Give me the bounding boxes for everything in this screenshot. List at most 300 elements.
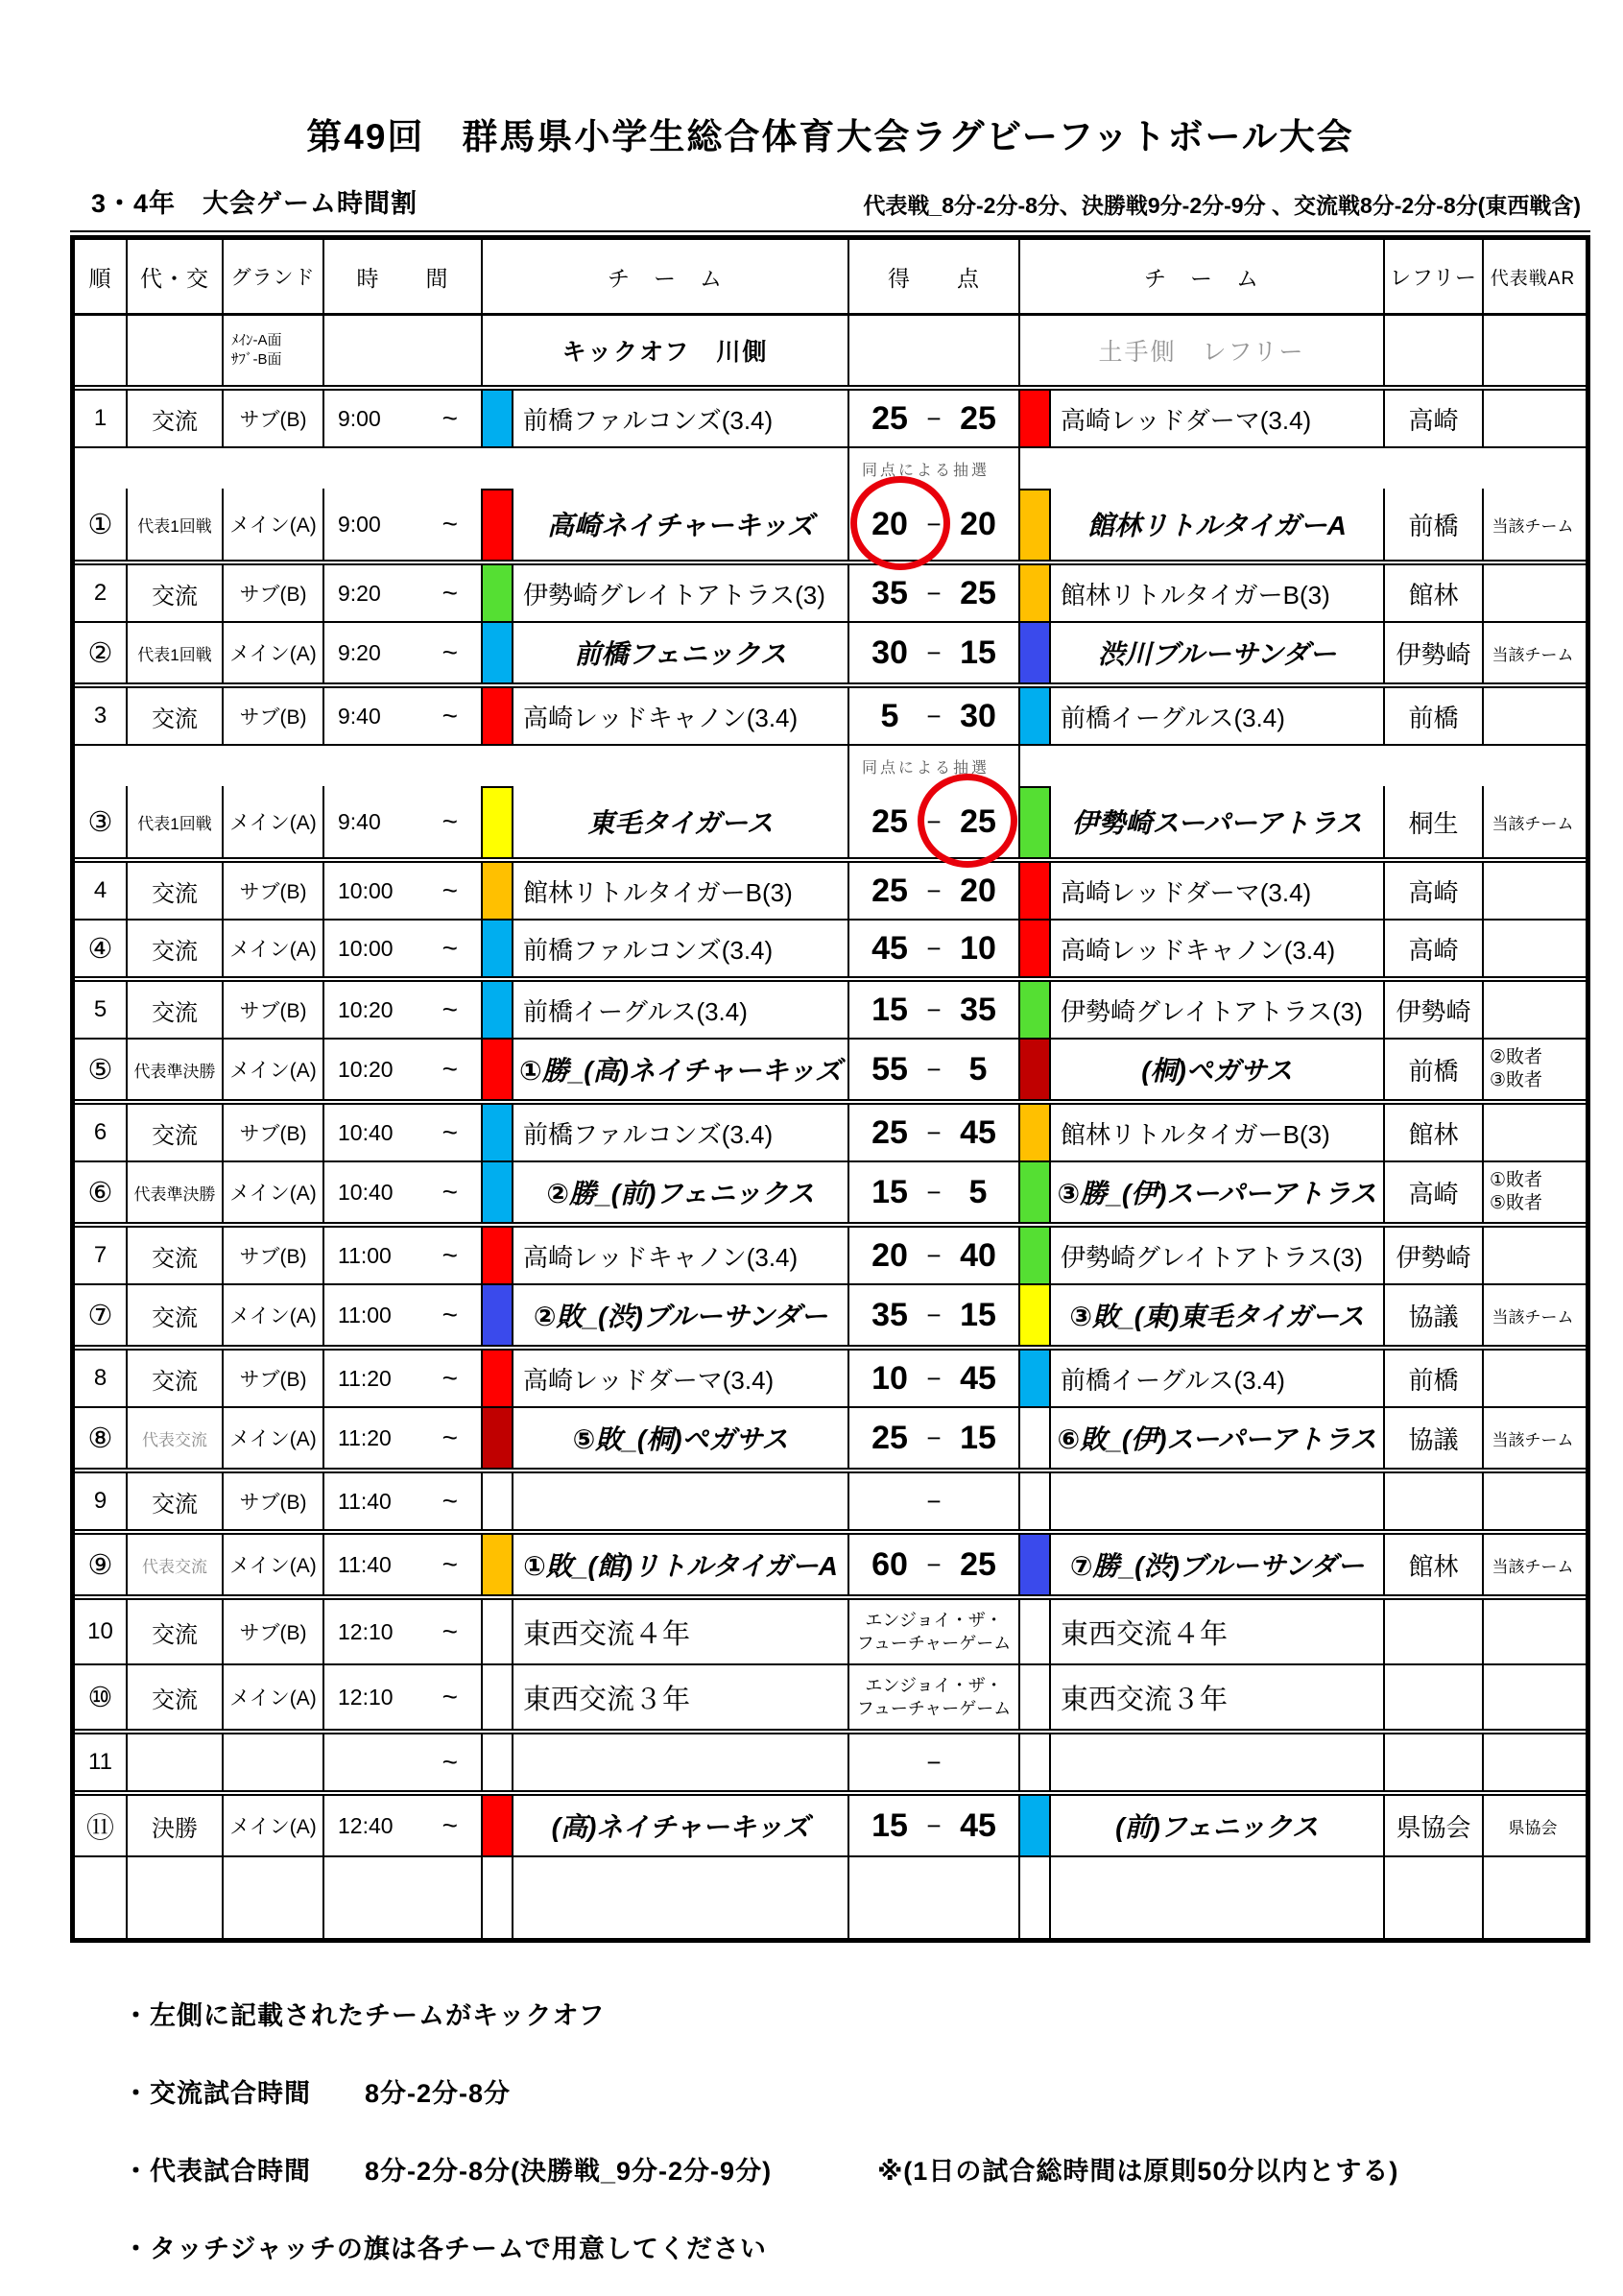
category-cell: 交流 [128,1600,224,1663]
referee-cell: 高崎 [1385,391,1484,446]
category-cell: 交流 [128,1665,224,1729]
schedule-table [70,235,1590,1943]
match-row [75,1345,1586,1406]
time-cell [324,921,483,976]
score-right: 15 [960,1419,996,1456]
time-value: 11:40 [338,1488,392,1514]
team-name: 東西交流３年 [523,1684,691,1715]
category-cell: 交流 [128,1285,224,1345]
score-cell [847,1351,1020,1406]
referee-cell: 高崎 [1385,1162,1484,1222]
category-cell: 代表1回戦 [128,623,224,682]
score-values [849,873,1018,910]
team-left-cell [483,1600,847,1663]
team-right-cell [1020,391,1385,446]
score-dash: − [926,1363,942,1393]
score-left: 15 [871,1806,908,1844]
team-color-swatch [483,982,513,1038]
ar-cell [1484,1351,1582,1406]
team-color-swatch [483,921,513,976]
team-color-swatch [1020,1857,1051,1938]
order-cell: 11 [75,1734,128,1790]
team-color-swatch [483,1535,513,1594]
team-right-cell [1020,863,1385,919]
team-right-cell [1020,1665,1385,1729]
referee-cell [1385,1473,1484,1529]
table-top-rule [70,230,1590,232]
team-left-cell [483,863,847,919]
score-right: 45 [960,1806,996,1844]
footnote-line [123,1995,1563,2032]
score-right: 20 [960,505,996,542]
time-cell [324,1105,483,1160]
score-cell [847,1105,1020,1160]
footnotes [123,1995,1563,2296]
referee-cell: 伊勢崎 [1385,1228,1484,1283]
category-cell: 交流 [128,688,224,744]
team-name: 前橋ファルコンズ(3.4) [523,405,774,435]
score-dash: − [926,1423,942,1452]
team-left-cell [483,1040,847,1099]
category-cell: 代表1回戦 [128,489,224,560]
referee-cell: 高崎 [1385,863,1484,919]
time-tilde: ~ [442,1747,458,1777]
ground-cell [224,1734,324,1790]
ar-loser-line: ③敗者 [1490,1070,1543,1090]
referee-cell: 伊勢崎 [1385,623,1484,682]
team-left-cell [483,1857,847,1938]
team-name: 館林リトルタイガーA [1087,511,1347,540]
score-right: 25 [960,1545,996,1583]
table-body [75,385,1586,1938]
bank-side-label: 土手側 レフリー [1098,339,1305,366]
score-note-line: フューチャーゲーム [856,1634,1012,1653]
referee-cell: 前橋 [1385,688,1484,744]
time-cell [324,1228,483,1283]
time-cell [324,863,483,919]
match-row [75,1594,1586,1663]
team-right-cell [1020,623,1385,682]
team-left-cell [483,1285,847,1345]
score-cell [847,1665,1020,1729]
match-row [75,1222,1586,1283]
team-name: ⑥敗_(伊)スーパーアトラス [1057,1424,1377,1454]
header-order: 順 [75,240,128,313]
team-color-swatch [1020,623,1051,682]
team-name: 東西交流４年 [523,1618,691,1650]
time-cell [324,1734,483,1790]
tie-circle-annotation [918,774,1017,868]
order-cell: ① [75,489,128,560]
team-name: 高崎レッドダーマ(3.4) [523,1365,775,1395]
score-dash: − [926,1054,942,1084]
team-left-cell [483,1796,847,1855]
team-left-cell [483,1408,847,1468]
score-left: 20 [871,505,908,542]
tie-note-score-segment [847,746,1020,786]
score-left: 5 [880,697,899,734]
match-row [75,1038,1586,1099]
subheader-time-blank [324,316,483,385]
time-value: 11:20 [338,1424,392,1450]
header-time: 時 間 [324,240,483,313]
team-color-swatch [483,688,513,744]
match-row [75,919,1586,976]
ar-cell: 当該チーム [1492,1557,1574,1576]
score-dash: − [926,875,942,905]
order-cell: 1 [75,391,128,446]
team-color-swatch [483,1228,513,1283]
ground-cell: サブ(B) [224,863,324,919]
subheader-referee-side [1020,316,1385,385]
score-values [849,1051,1018,1088]
time-tilde: ~ [442,1300,458,1329]
score-dash: − [926,1549,942,1579]
ar-cell [1484,1600,1582,1663]
ar-cell [1484,863,1582,919]
team-color-swatch [1020,1351,1051,1406]
team-name: 前橋ファルコンズ(3.4) [523,1119,774,1149]
time-value: 11:00 [338,1242,392,1268]
footnote-line [123,2072,1563,2110]
score-left: 60 [871,1545,908,1583]
score-values [849,1546,1018,1584]
time-cell [324,1351,483,1406]
score-dash: − [926,1117,942,1147]
strip-blank-teamright [1020,746,1385,786]
strip-blank-left [75,746,483,786]
ground-cell: メイン(A) [224,1665,324,1729]
score-left: 20 [871,1236,908,1274]
ar-cell [1484,688,1582,744]
team-left-cell [483,1734,847,1790]
ground-cell: サブ(B) [224,1105,324,1160]
score-right: 30 [960,697,996,734]
time-tilde: ~ [442,933,458,963]
team-color-swatch [483,1734,513,1790]
team-right-cell [1020,1796,1385,1855]
category-cell [128,1734,224,1790]
team-left-cell [483,1228,847,1283]
referee-cell [1385,1857,1484,1938]
match-row [75,682,1586,744]
category-cell: 代表準決勝 [128,1040,224,1099]
header-ar: 代表戦AR [1490,268,1576,289]
ground-cell: サブ(B) [224,565,324,621]
ar-cell: 当該チーム [1492,645,1574,664]
score-values [849,634,1018,672]
score-cell [847,489,1020,560]
order-cell: ⑥ [75,1162,128,1222]
score-left: 25 [871,399,908,437]
score-right: 25 [960,399,996,437]
match-row [75,385,1586,446]
score-cell [847,982,1020,1038]
order-cell: 5 [75,982,128,1038]
score-cell [847,921,1020,976]
ground-cell: メイン(A) [224,921,324,976]
team-color-swatch [483,1162,513,1222]
time-value: 9:00 [338,405,381,431]
header-team-left: チ ー ム [608,265,723,291]
team-color-swatch [1020,1162,1051,1222]
score-cell [847,863,1020,919]
score-right: 20 [960,872,996,909]
team-right-cell [1020,786,1385,857]
tie-note-strip [75,746,1586,786]
team-name: ⑤敗_(桐)ペガサス [572,1424,789,1454]
header-ground: グランド [224,240,324,313]
score-cell [847,786,1020,857]
team-color-swatch [483,1796,513,1855]
team-color-swatch [1020,1228,1051,1283]
team-color-swatch [483,1285,513,1345]
team-color-swatch [483,863,513,919]
order-cell: 3 [75,688,128,744]
time-tilde: ~ [442,1363,458,1393]
ar-cell [1484,1665,1582,1729]
team-color-swatch [483,1857,513,1938]
score-right: 45 [960,1113,996,1151]
match-row [75,857,1586,919]
ar-cell: 当該チーム [1492,516,1574,536]
time-tilde: ~ [442,1616,458,1646]
referee-cell [1385,1600,1484,1663]
time-cell [324,786,483,857]
team-color-swatch [1020,1105,1051,1160]
ground-legend-main: ﾒｲﾝ-A面 [231,331,282,348]
time-tilde: ~ [442,1486,458,1516]
score-values [849,1420,1018,1457]
score-cell [847,1535,1020,1594]
match-row-main [75,786,1586,857]
score-left: 15 [871,991,908,1028]
ground-cell: メイン(A) [224,623,324,682]
time-tilde: ~ [442,1549,458,1579]
team-color-swatch [1020,786,1051,857]
team-color-swatch [483,489,513,560]
ground-cell: サブ(B) [224,1228,324,1283]
score-left: 35 [871,574,908,611]
score-values [849,992,1018,1029]
score-left: 25 [871,1113,908,1151]
score-note-lines [857,1674,1012,1721]
tie-circle-annotation [850,476,950,570]
tie-note: 同点による抽選 [862,759,991,777]
empty-row [75,1855,1586,1938]
score-cell [847,565,1020,621]
match-row [75,1160,1586,1222]
category-cell: 交流 [128,391,224,446]
team-name: 伊勢崎グレイトアトラス(3) [523,580,825,610]
time-cell [324,688,483,744]
score-right: 35 [960,991,996,1028]
time-tilde: ~ [442,994,458,1024]
team-name: 前橋イーグルス(3.4) [523,996,748,1026]
header-category: 代・交 [128,240,224,313]
team-color-swatch [1020,863,1051,919]
team-name: (高)ネイチャーキッズ [551,1812,810,1842]
order-cell: 10 [75,1600,128,1663]
category-cell: 代表交流 [128,1408,224,1468]
score-note-line: エンジョイ・ザ・ [865,1675,1003,1695]
score-values [849,1174,1018,1211]
score-cell [847,623,1020,682]
team-name: ①敗_(館)リトルタイガーA [523,1551,838,1581]
time-cell [324,489,483,560]
score-dash: − [926,1810,942,1840]
team-name: 館林リトルタイガーB(3) [523,877,793,907]
order-cell: 7 [75,1228,128,1283]
match-row-tall [75,446,1586,560]
ground-cell: メイン(A) [224,1040,324,1099]
score-dash: − [926,933,942,963]
team-right-cell [1020,688,1385,744]
team-color-swatch [1020,489,1051,560]
ground-cell: メイン(A) [224,1285,324,1345]
subheader-ar-blank [1484,316,1582,385]
score-values [849,930,1018,968]
footnote-side-note: ※(1日の試合総時間は原則50分以内とする) [877,2157,1399,2186]
time-tilde: ~ [442,875,458,905]
time-value: 10:40 [338,1179,394,1205]
footnote-line [123,2228,1563,2265]
ground-cell: サブ(B) [224,1473,324,1529]
score-cell [847,1734,1020,1790]
time-value: 10:00 [338,877,394,903]
ar-cell [1484,1162,1582,1222]
order-cell: 4 [75,863,128,919]
category-cell: 交流 [128,1105,224,1160]
referee-cell: 館林 [1385,1105,1484,1160]
team-right-cell [1020,1857,1385,1938]
score-right: 15 [960,634,996,671]
time-tilde: ~ [442,637,458,667]
match-row [75,1729,1586,1790]
match-row [75,1790,1586,1855]
time-cell [324,1473,483,1529]
order-cell: ⑦ [75,1285,128,1345]
referee-cell: 前橋 [1385,489,1484,560]
ar-cell [1484,1228,1582,1283]
team-name: 館林リトルタイガーB(3) [1061,580,1330,610]
score-values [849,400,1018,438]
match-row [75,560,1586,621]
team-right-cell [1020,1162,1385,1222]
referee-cell: 伊勢崎 [1385,982,1484,1038]
time-value: 12:40 [338,1812,394,1838]
team-color-swatch [1020,1535,1051,1594]
referee-cell: 桐生 [1385,786,1484,857]
ground-cell [224,1857,324,1938]
team-right-cell [1020,565,1385,621]
team-name: ③勝_(伊)スーパーアトラス [1057,1179,1377,1208]
score-cell [847,1796,1020,1855]
team-right-cell [1020,1228,1385,1283]
team-color-swatch [1020,688,1051,744]
team-name: 高崎ネイチャーキッズ [546,511,815,540]
time-cell [324,1040,483,1099]
score-dash: − [926,1486,942,1516]
score-cell [847,1040,1020,1099]
team-color-swatch [1020,982,1051,1038]
order-cell: ② [75,623,128,682]
tie-note-strip [75,448,1586,489]
team-left-cell [483,1535,847,1594]
time-cell [324,1285,483,1345]
time-value: 10:40 [338,1119,394,1145]
team-right-cell [1020,921,1385,976]
time-tilde: ~ [442,1423,458,1452]
table-subheader-row [75,313,1586,385]
team-left-cell [483,921,847,976]
score-right: 45 [960,1359,996,1397]
score-cell [847,1408,1020,1468]
ar-cell [1484,1473,1582,1529]
score-cell [847,391,1020,446]
team-name: (桐)ペガサス [1141,1056,1293,1086]
team-color-swatch [1020,1734,1051,1790]
team-color-swatch [483,1600,513,1663]
table-header-row [75,240,1586,313]
time-value: 9:00 [338,511,381,537]
order-cell: ④ [75,921,128,976]
team-right-cell [1020,1408,1385,1468]
ground-cell: メイン(A) [224,1408,324,1468]
time-value: 12:10 [338,1684,394,1710]
time-cell [324,982,483,1038]
score-cell [847,1228,1020,1283]
time-cell [324,1796,483,1855]
referee-cell: 協議 [1385,1285,1484,1345]
score-values [849,1114,1018,1152]
team-color-swatch [483,1351,513,1406]
time-value: 10:20 [338,1056,394,1082]
score-dash: − [926,806,942,836]
score-dash: − [926,578,942,608]
team-left-cell [483,623,847,682]
score-right: 15 [960,1296,996,1333]
subheader-ground [224,316,324,385]
score-left: 25 [871,1419,908,1456]
ground-cell: サブ(B) [224,391,324,446]
category-cell [128,1857,224,1938]
score-right: 25 [960,802,996,840]
ar-loser-line: ②敗者 [1490,1047,1543,1068]
score-left: 35 [871,1296,908,1333]
score-left: 45 [871,929,908,967]
team-right-cell [1020,1285,1385,1345]
match-row [75,1663,1586,1729]
match-row [75,621,1586,682]
time-value: 10:00 [338,935,394,961]
time-value: 11:00 [338,1302,392,1327]
team-left-cell [483,1105,847,1160]
team-color-swatch [1020,1408,1051,1468]
team-left-cell [483,786,847,857]
category-cell: 交流 [128,863,224,919]
category-cell: 代表1回戦 [128,786,224,857]
score-dash: − [926,403,942,433]
team-right-cell [1020,1600,1385,1663]
score-note-line: エンジョイ・ザ・ [865,1610,1003,1630]
subheader-score-blank [847,316,1020,385]
time-cell [324,1600,483,1663]
order-cell: 9 [75,1473,128,1529]
score-dash: − [926,1240,942,1270]
ar-cell: 当該チーム [1492,814,1574,833]
match-row [75,1099,1586,1160]
